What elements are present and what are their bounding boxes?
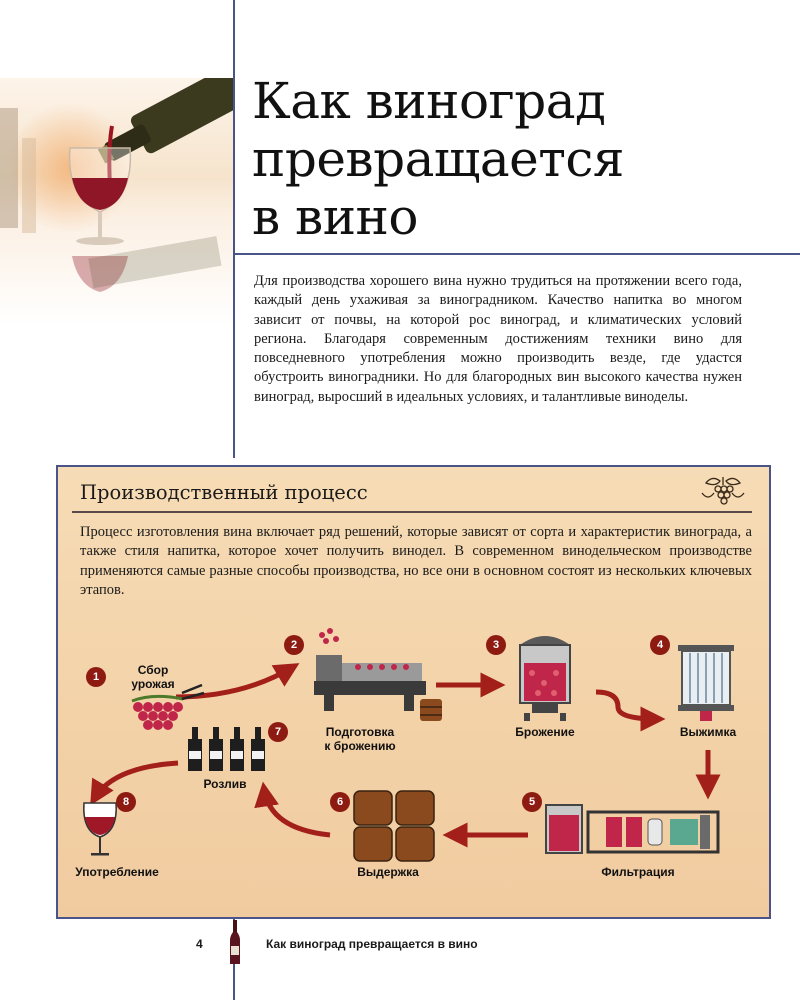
fermentation-tank-icon <box>520 636 570 721</box>
step-6-label: Выдержка <box>357 865 419 879</box>
process-box <box>56 465 771 919</box>
step-5-label: Фильтрация <box>601 865 675 879</box>
step-3-label: Брожение <box>515 725 575 739</box>
step-badges <box>86 635 670 812</box>
step-4-label: Выжимка <box>679 725 737 739</box>
wine-glass-photo <box>0 78 233 326</box>
process-description: Процесс изготовления вина включает ряд решений, которые зависят от сорта и характеристик винограда, а также стиля напитка, которое хочет получить винодел. В современном винодельческом производстве применяются самые разные способы производства, но все они в основном состоят из нескольких ключевых этапов. <box>80 524 752 598</box>
process-diagram <box>58 467 773 921</box>
step-1-label <box>118 663 188 691</box>
step-8-label: Употребление <box>75 865 159 879</box>
wine-glass-icon <box>84 803 116 856</box>
step-8-number: 8 <box>122 796 130 808</box>
arrow-7-8 <box>94 763 178 799</box>
title-line-2: превращается <box>252 130 624 188</box>
wine-bottle-icon <box>228 920 242 966</box>
step-1-label-line-1: Сбор <box>137 663 169 677</box>
intro-paragraph: Для производства хорошего вина нужно трудиться на протяжении всего года, каждый день ухаживая за виноградником. Качество напитка во многом зависит от почвы, на которой рос виноград, и климатических условий региона. Благодаря современным достижениям техники вино для повседневного употребления можно производить везде, где удастся обустроить виноградники. Но для благородных вин высокого качества нужен виноград, выросший в идеальных условиях, и талантливые виноделы. <box>254 273 742 405</box>
step-2-label <box>310 725 410 753</box>
step-4-number: 4 <box>656 639 664 651</box>
step-2-number: 2 <box>290 639 298 651</box>
step-1-number: 1 <box>92 671 100 683</box>
arrow-1-2 <box>176 667 293 697</box>
step-6-number: 6 <box>336 796 344 808</box>
step-7-number: 7 <box>274 726 282 738</box>
page-number: 4 <box>196 937 203 951</box>
horizontal-rule <box>233 253 800 255</box>
step-2-label-line-2: к брожению <box>324 739 396 753</box>
step-2-label-line-1: Подготовка <box>325 725 395 739</box>
step-3-number: 3 <box>492 639 500 651</box>
vertical-rule-top <box>233 0 235 458</box>
filtration-icon <box>546 805 718 853</box>
bottles-icon <box>188 727 265 771</box>
press-icon <box>678 645 734 721</box>
arrow-3-4 <box>596 692 658 719</box>
barrels-icon <box>354 791 434 861</box>
running-title: Как виноград превращается в вино <box>266 937 478 951</box>
harvest-grapes-icon <box>132 685 204 730</box>
crusher-icon <box>314 628 442 721</box>
process-title: Производственный процесс <box>80 481 368 504</box>
step-1-label-line-2: урожая <box>131 677 175 691</box>
page-title <box>252 72 792 246</box>
step-7-label: Розлив <box>203 777 247 791</box>
title-line-1: Как виноград <box>252 72 606 130</box>
arrow-6-7 <box>264 789 330 835</box>
step-5-number: 5 <box>528 796 536 808</box>
title-line-3: в вино <box>252 188 418 246</box>
